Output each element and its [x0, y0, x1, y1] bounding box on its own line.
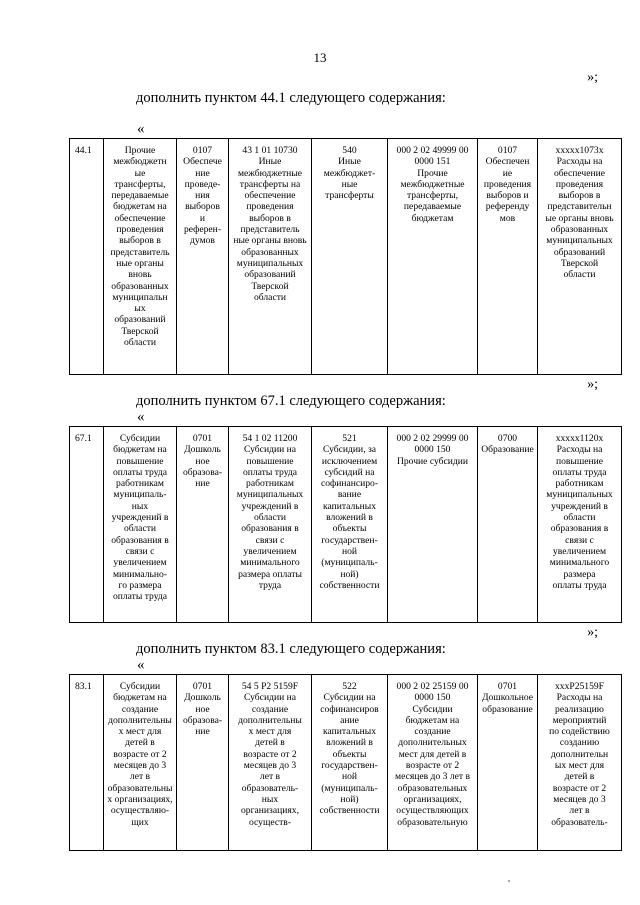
cell-text-line: осуществляющих — [396, 805, 469, 817]
cell-text-line: связи с — [565, 534, 594, 546]
cell-text-line: оплаты труда — [112, 591, 168, 603]
cell-text-line: 54 5 P2 5159F — [241, 681, 299, 692]
page-number: 13 — [313, 50, 327, 65]
cell-text-line: муниципальных — [546, 235, 613, 247]
cell-text-line: учреждений в — [111, 512, 169, 524]
expense-type-cell — [312, 427, 388, 623]
cell-text-line: дополнительны — [238, 714, 302, 726]
cell-text-line: обеспечение — [553, 167, 606, 179]
cell-text-line: ния — [195, 190, 210, 202]
cell-text-line: муниципальных — [236, 257, 304, 269]
cell-text-line: Обеспече — [183, 156, 222, 168]
cell-text-line: ной — [341, 771, 358, 783]
cell-text-line: связи с — [125, 545, 155, 557]
cell-text-line: передаваемые — [403, 201, 462, 213]
cell-text-line: оплаты труда — [112, 466, 168, 478]
cell-text-line: субсидий на — [324, 466, 375, 478]
cell-text-line: 83.1 — [75, 681, 92, 692]
section-code-cell — [177, 427, 229, 623]
cell-text-line: вложений в — [326, 512, 373, 524]
cell-text-line: лет в — [129, 771, 151, 783]
cell-text-line: представительн — [547, 201, 612, 213]
scan-speck — [508, 880, 510, 882]
cell-text-line: проведения — [555, 178, 604, 190]
cell-text-line: межбюджетные — [237, 167, 303, 179]
cell-text-line: (муниципаль- — [321, 557, 378, 569]
cell-text-line: Прочие — [124, 145, 156, 156]
cell-text-line: образований — [244, 269, 296, 281]
cell-text-line: образования в — [241, 523, 299, 535]
cell-text-line: (муниципаль- — [321, 782, 378, 794]
cell-text-line: Обеспечен — [485, 156, 530, 168]
cell-text-line: ие — [502, 167, 513, 179]
cell-text-line: 0000 151 — [414, 156, 451, 168]
cell-text-line: 0107 — [497, 145, 518, 156]
cell-text-line: лет в — [569, 805, 590, 817]
cell-text-line: ной) — [340, 793, 359, 805]
cell-text-line: возрасте от 2 — [405, 760, 460, 772]
cell-text-line: собственности — [319, 579, 380, 591]
cell-text-line: ные органы вновь — [233, 235, 307, 247]
cell-text-line: детей в — [125, 737, 155, 749]
cell-text-line: образованных — [550, 224, 609, 236]
cell-text-line: реализацию — [555, 703, 604, 715]
cell-text-line: ной — [341, 545, 358, 557]
recipient-code-cell — [538, 427, 622, 623]
cell-text-line: ние — [195, 478, 210, 490]
cell-text-line: муниципаль- — [113, 489, 167, 501]
cell-text-line: выборов в — [119, 235, 161, 247]
cell-text-line: осуществ- — [248, 816, 292, 828]
cell-text-line: Тверской — [251, 280, 289, 292]
recipient-section-cell — [478, 139, 538, 375]
item-number-cell — [70, 675, 104, 851]
amendment-table-44-1 — [69, 138, 622, 375]
cell-text-line: мест для детей в — [398, 748, 467, 760]
cell-text-line: Тверской — [121, 325, 159, 337]
item-name-cell — [104, 139, 177, 375]
cell-text-line: 000 2 02 29999 00 — [396, 433, 469, 444]
cell-text-line: выборов в — [558, 190, 601, 202]
cell-text-line: ые — [134, 167, 146, 179]
cell-text-line: образований — [114, 314, 166, 326]
cell-text-line: 540 — [342, 145, 357, 156]
cell-text-line: вложений в — [326, 737, 373, 749]
cell-text-line: проведе- — [184, 178, 221, 190]
cell-text-line: 54 1 02 11200 — [242, 433, 298, 444]
cell-text-line: обеспечение — [244, 190, 296, 202]
cell-text-line: передаваемые — [111, 190, 169, 202]
cell-text-line: референ- — [183, 224, 222, 236]
cell-text-line: референду — [485, 201, 530, 213]
recipient-code-cell — [538, 139, 622, 375]
recipient-section-cell — [478, 427, 538, 623]
cell-text-line: образова- — [182, 714, 223, 726]
item-name-cell — [104, 675, 177, 851]
cell-text-line: трансферты, — [406, 190, 459, 202]
expense-type-cell — [312, 675, 388, 851]
cell-text-line: лет в — [259, 771, 281, 783]
cell-text-line: повышение — [246, 455, 294, 467]
table-row — [70, 139, 622, 375]
target-code-cell — [229, 427, 312, 623]
cell-text-line: трансферты на — [239, 178, 301, 190]
closing-quote: »; — [587, 625, 598, 640]
cell-text-line: х мест для — [118, 726, 162, 738]
cell-text-line: собственности — [319, 805, 380, 817]
cell-text-line: Расходы на — [556, 692, 603, 704]
cell-text-line: проведения — [246, 201, 294, 213]
cell-text-line: дополнительн — [550, 748, 609, 760]
cell-text-line: области — [123, 523, 157, 535]
cell-text-line: осуществляю- — [110, 805, 170, 817]
amendment-table-83-1 — [69, 674, 622, 851]
cell-text-line: межбюджет- — [323, 167, 376, 179]
section-code-cell — [177, 139, 229, 375]
cell-text-line: трансферты, — [114, 178, 166, 190]
cell-text-line: области — [123, 337, 157, 349]
cell-text-line: образова- — [182, 466, 223, 478]
cell-text-line: х организациях, — [107, 793, 173, 805]
cell-text-line: Расходы на — [556, 156, 603, 168]
amendment-table-67-1 — [69, 426, 622, 623]
cell-text-line: дополнительных — [398, 737, 467, 749]
cell-text-line: труда — [258, 579, 282, 591]
closing-quote: »; — [587, 377, 598, 392]
cell-text-line: ных — [261, 793, 279, 805]
target-code-cell — [229, 675, 312, 851]
cell-text-line: 0107 — [192, 145, 213, 156]
cell-text-line: увеличением — [113, 557, 167, 569]
cell-text-line: межбюджетные — [400, 178, 465, 190]
cell-text-line: бюджетам — [411, 212, 454, 224]
cell-text-line: го размера — [118, 579, 162, 591]
cell-text-line: Субсидии, за — [322, 444, 377, 456]
cell-text-line: ние — [195, 167, 210, 179]
cell-text-line: создание — [414, 726, 451, 738]
cell-text-line: 522 — [342, 681, 357, 692]
cell-text-line: месяцев до 3 — [113, 760, 167, 772]
cell-text-line: Тверской — [560, 257, 599, 269]
cell-text-line: образователь- — [551, 816, 608, 828]
cell-text-line: Дошколь — [184, 692, 221, 704]
cell-text-line: образованных — [241, 246, 299, 258]
cell-text-line: капитальных — [322, 726, 377, 738]
cell-text-line: учреждений в — [551, 500, 608, 512]
cell-text-line: ной) — [340, 568, 359, 580]
recipient-code-cell — [538, 675, 622, 851]
cell-text-line: создание — [121, 703, 159, 715]
recipient-section-cell — [478, 675, 538, 851]
cell-text-line: 0701 — [192, 433, 213, 444]
cell-text-line: месяцев до 3 — [553, 793, 606, 805]
section-code-cell — [177, 675, 229, 851]
cell-text-line: 44.1 — [75, 145, 92, 156]
cell-text-line: муниципальных — [546, 489, 613, 501]
cell-text-line: размера оплаты — [238, 568, 302, 580]
amendment-intro-83-1: дополнить пунктом 83.1 следующего содержания: — [136, 641, 446, 657]
cell-text-line: муниципальных — [236, 489, 304, 501]
cell-text-line: бюджетам на — [113, 444, 167, 456]
cell-text-line: трансферты — [325, 190, 374, 202]
opening-quote: « — [137, 409, 145, 425]
cell-text-line: минимально- — [112, 568, 168, 580]
cell-text-line: Образование — [481, 444, 534, 456]
cell-text-line: выборов в — [249, 212, 291, 224]
cell-text-line: ное — [195, 455, 210, 467]
cell-text-line: xxxxx1073x — [555, 145, 604, 156]
cell-text-line: бюджетам на — [405, 714, 460, 726]
cell-text-line: Прочие субсидии — [396, 455, 469, 467]
cell-text-line: работникам — [555, 478, 604, 490]
cell-text-line: 0000 150 — [414, 692, 451, 704]
cell-text-line: Расходы на — [556, 444, 603, 456]
cell-text-line: образование — [482, 703, 533, 715]
cell-text-line: ых — [134, 303, 146, 315]
cell-text-line: образовательных — [397, 782, 468, 794]
income-code-cell — [388, 675, 478, 851]
opening-quote: « — [137, 657, 145, 673]
cell-text-line: и — [199, 212, 206, 224]
cell-text-line: Субсидии — [119, 681, 161, 692]
amendment-intro-67-1: дополнить пунктом 67.1 следующего содержания: — [136, 393, 446, 409]
cell-text-line: создание — [251, 703, 289, 715]
cell-text-line: проведения — [483, 178, 532, 190]
cell-text-line: повышение — [555, 455, 604, 467]
cell-text-line: xxxxx1120x — [555, 433, 604, 444]
cell-text-line: оплаты труда — [242, 466, 298, 478]
cell-text-line: возрасте от 2 — [113, 748, 167, 760]
cell-text-line: образовательную — [397, 816, 468, 828]
cell-text-line: Дошкольное — [481, 692, 534, 704]
cell-text-line: повышение — [116, 455, 164, 467]
cell-text-line: мероприятий — [552, 714, 607, 726]
cell-text-line: софинансиро- — [320, 478, 379, 490]
cell-text-line: ных — [131, 500, 149, 512]
cell-text-line: объекты — [332, 523, 367, 535]
cell-text-line: по содействию — [549, 726, 610, 738]
cell-text-line: минимального — [549, 557, 610, 569]
cell-text-line: работникам — [116, 478, 164, 490]
cell-text-line: образованных — [111, 280, 169, 292]
cell-text-line: 0701 — [192, 681, 213, 692]
cell-text-line: возрасте от 2 — [243, 748, 297, 760]
cell-text-line: капитальных — [322, 500, 377, 512]
cell-text-line: представитель — [110, 246, 170, 258]
opening-quote: « — [137, 121, 145, 137]
cell-text-line: ное — [195, 703, 210, 715]
cell-text-line: образования в — [550, 523, 609, 535]
cell-text-line: выборов и — [486, 190, 529, 202]
cell-text-line: ые органы вновь — [545, 212, 614, 224]
cell-text-line: щих — [131, 816, 149, 828]
cell-text-line: образований — [553, 246, 606, 258]
cell-text-line: образовательны — [107, 782, 173, 794]
cell-text-line: области — [563, 269, 596, 281]
cell-text-line: Субсидии на — [243, 444, 297, 456]
item-name-cell — [104, 427, 177, 623]
cell-text-line: размера — [563, 568, 596, 580]
cell-text-line: месяцев до 3 лет в — [395, 771, 470, 783]
cell-text-line: Субсидии на — [243, 692, 297, 704]
cell-text-line: государствен- — [321, 760, 378, 772]
cell-text-line: области — [253, 512, 287, 524]
cell-text-line: обеспечение — [114, 212, 166, 224]
cell-text-line: оплаты труда — [552, 579, 607, 591]
cell-text-line: проведения — [116, 224, 164, 236]
cell-text-line: вание — [337, 489, 362, 501]
cell-text-line: представитель — [240, 224, 300, 236]
cell-text-line: детей в — [255, 737, 285, 749]
cell-text-line: области — [563, 512, 596, 524]
table-row — [70, 675, 622, 851]
cell-text-line: х мест для — [248, 726, 292, 738]
cell-text-line: вновь — [128, 269, 152, 281]
cell-text-line: возрасте от 2 — [552, 782, 607, 794]
table-row — [70, 427, 622, 623]
cell-text-line: учреждений в — [241, 500, 299, 512]
cell-text-line: ание — [340, 714, 359, 726]
item-number-cell — [70, 139, 104, 375]
cell-text-line: 000 2 02 49999 00 — [396, 145, 469, 156]
cell-text-line: Субсидии — [412, 703, 453, 715]
cell-text-line: объекты — [332, 748, 367, 760]
cell-text-line: образователь- — [241, 782, 299, 794]
cell-text-line: Субсидии — [119, 433, 161, 444]
cell-text-line: 67.1 — [75, 433, 92, 444]
cell-text-line: софинансиров — [320, 703, 379, 715]
cell-text-line: 521 — [342, 433, 357, 444]
cell-text-line: Иные — [258, 156, 282, 168]
cell-text-line: созданию — [559, 737, 600, 749]
cell-text-line: связи с — [255, 534, 285, 546]
cell-text-line: ные — [341, 178, 358, 190]
cell-text-line: Иные — [338, 156, 361, 168]
cell-text-line: 0700 — [497, 433, 518, 444]
cell-text-line: оплаты труда — [552, 466, 607, 478]
cell-text-line: 43 1 01 10730 — [242, 145, 298, 156]
cell-text-line: увеличением — [552, 545, 607, 557]
cell-text-line: xxxP25159F — [554, 681, 605, 692]
target-code-cell — [229, 139, 312, 375]
cell-text-line: области — [253, 291, 287, 303]
cell-text-line: бюджетам на — [113, 692, 167, 704]
cell-text-line: организациях, — [403, 793, 462, 805]
cell-text-line: ых мест для — [554, 760, 605, 772]
income-code-cell — [388, 427, 478, 623]
cell-text-line: муниципальн — [112, 291, 168, 303]
cell-text-line: думов — [190, 235, 215, 247]
cell-text-line: исключением — [321, 455, 378, 467]
cell-text-line: работникам — [246, 478, 294, 490]
cell-text-line: ные органы — [116, 257, 164, 269]
cell-text-line: бюджетам на — [113, 201, 167, 213]
cell-text-line: организациях, — [241, 805, 299, 817]
cell-text-line: Прочие — [417, 167, 448, 179]
cell-text-line: государствен- — [321, 534, 378, 546]
cell-text-line: 000 2 02 25159 00 — [396, 681, 469, 692]
cell-text-line: Субсидии на — [323, 692, 376, 704]
cell-text-line: дополнительны — [108, 714, 172, 726]
cell-text-line: 0000 150 — [414, 444, 451, 456]
item-number-cell — [70, 427, 104, 623]
cell-text-line: месяцев до 3 — [243, 760, 297, 772]
income-code-cell — [388, 139, 478, 375]
cell-text-line: детей в — [564, 771, 595, 783]
cell-text-line: межбюджетн — [113, 156, 167, 168]
expense-type-cell — [312, 139, 388, 375]
cell-text-line: мов — [499, 212, 516, 224]
cell-text-line: увеличением — [243, 545, 297, 557]
cell-text-line: образования в — [111, 534, 169, 546]
cell-text-line: Дошколь — [184, 444, 221, 456]
cell-text-line: минимального — [240, 557, 300, 569]
amendment-intro-44-1: дополнить пунктом 44.1 следующего содержания: — [136, 90, 446, 106]
closing-quote: »; — [587, 70, 598, 85]
cell-text-line: ние — [195, 726, 210, 738]
cell-text-line: 0701 — [497, 681, 518, 692]
cell-text-line: выборов — [185, 201, 220, 213]
